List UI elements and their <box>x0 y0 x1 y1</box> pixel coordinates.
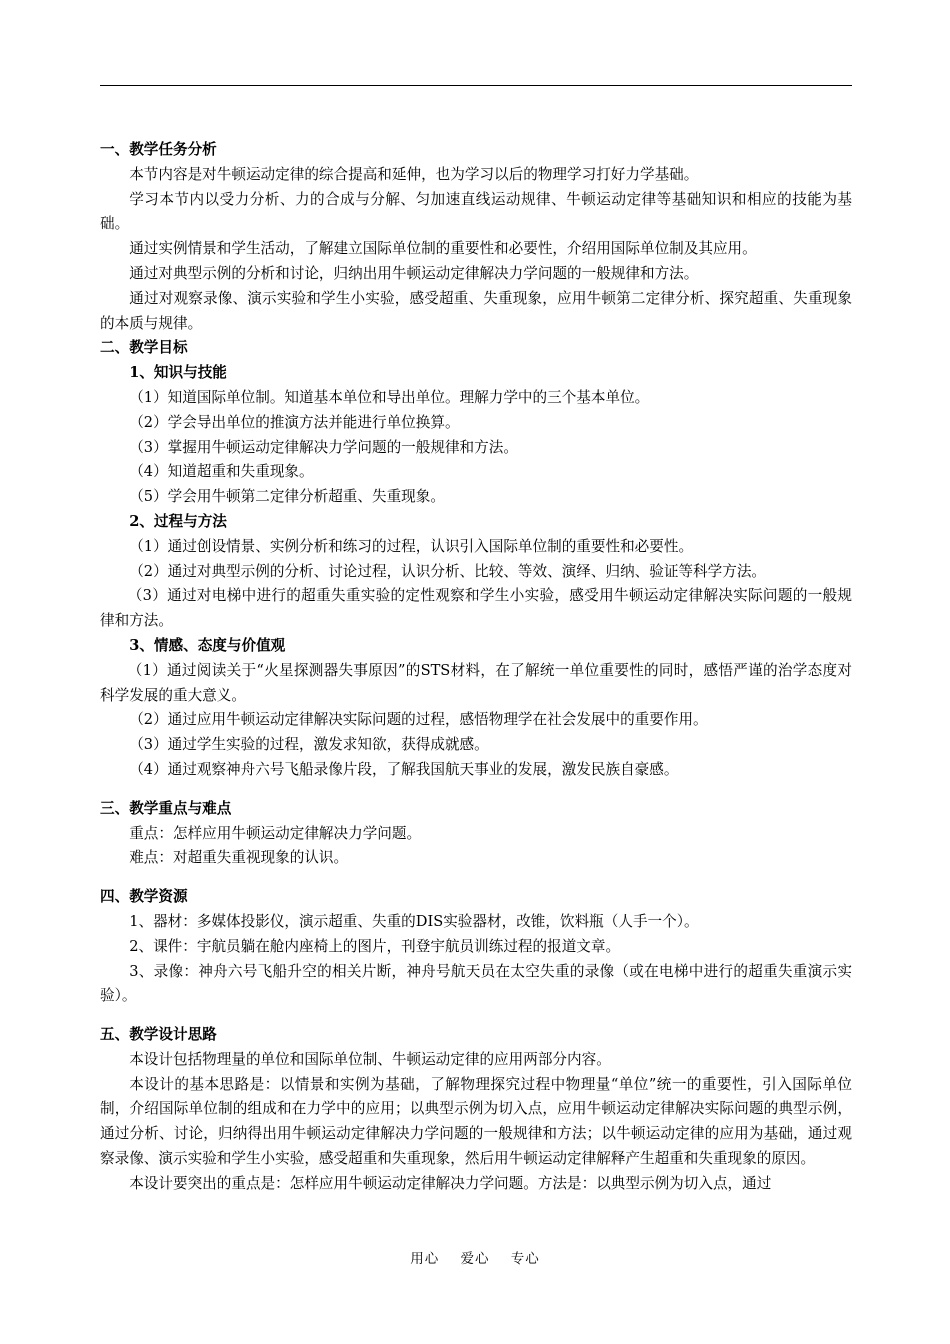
subsection-heading: 3、情感、态度与价值观 <box>129 636 286 654</box>
list-item: （2）学会导出单位的推演方法并能进行单位换算。 <box>129 413 460 431</box>
paragraph: 本设计的基本思路是：以情景和实例为基础，了解物理探究过程中物理量“单位”统一的重要性，引入国际单位制，介绍国际单位制的组成和在力学中的应用；以典型示例为切入点，应用牛顿运动定律解决实际问题的典型示例，通过分析、讨论，归纳得出用牛顿运动定律解决力学问题的一般规律和方法；以牛顿运动定律的应用为基础，通过观察录像、演示实验和学生小实验，感受超重和失重现象，然后用牛顿运动定律解释产生超重和失重现象的原因。 <box>100 1075 852 1168</box>
paragraph: 本节内容是对牛顿运动定律的综合提高和延伸，也为学习以后的物理学习打好力学基础。 <box>129 165 699 183</box>
paragraph: 2、课件：宇航员躺在舱内座椅上的图片，刊登宇航员训练过程的报道文章。 <box>129 937 621 955</box>
subsection-heading: 1、知识与技能 <box>129 364 227 382</box>
paragraph: 本设计要突出的重点是：怎样应用牛顿运动定律解决力学问题。方法是：以典型示例为切入点，通过 <box>129 1174 772 1192</box>
section-heading: 三、教学重点与难点 <box>100 799 232 817</box>
list-item: （1）知道国际单位制。知道基本单位和导出单位。理解力学中的三个基本单位。 <box>129 388 650 406</box>
paragraph: 学习本节内以受力分析、力的合成与分解、匀加速直线运动规律、牛顿运动定律等基础知识和相应的技能为基础。 <box>100 190 852 233</box>
list-item: （3）掌握用牛顿运动定律解决力学问题的一般规律和方法。 <box>129 438 518 456</box>
list-item: （5）学会用牛顿第二定律分析超重、失重现象。 <box>129 488 445 506</box>
section-heading: 四、教学资源 <box>100 888 188 906</box>
list-item: （3）通过对电梯中进行的超重失重实验的定性观察和学生小实验，感受用牛顿运动定律解决实际问题的一般规律和方法。 <box>100 587 852 630</box>
section-heading: 五、教学设计思路 <box>100 1026 217 1044</box>
page-footer: 用心 爱心 专心 <box>410 1251 540 1267</box>
section-heading: 二、教学目标 <box>100 339 188 357</box>
list-item: （1）通过阅读关于“火星探测器失事原因”的STS材料，在了解统一单位重要性的同时，感悟严谨的治学态度对科学发展的重大意义。 <box>100 661 852 704</box>
list-item: （2）通过对典型示例的分析、讨论过程，认识分析、比较、等效、演绎、归纳、验证等科学方法。 <box>129 562 767 580</box>
paragraph: 重点：怎样应用牛顿运动定律解决力学问题。 <box>129 824 422 842</box>
header-rule <box>100 85 852 86</box>
paragraph: 通过对典型示例的分析和讨论，归纳出用牛顿运动定律解决力学问题的一般规律和方法。 <box>129 264 699 282</box>
document-body <box>100 138 852 1197</box>
paragraph: 1、器材：多媒体投影仪，演示超重、失重的DIS实验器材，改锥，饮料瓶（人手一个）。 <box>129 912 699 930</box>
paragraph: 通过对观察录像、演示实验和学生小实验，感受超重、失重现象，应用牛顿第二定律分析、探究超重、失重现象的本质与规律。 <box>100 289 852 332</box>
list-item: （4）知道超重和失重现象。 <box>129 463 314 481</box>
list-item: （3）通过学生实验的过程，激发求知欲，获得成就感。 <box>129 736 489 754</box>
list-item: （2）通过应用牛顿运动定律解决实际问题的过程，感悟物理学在社会发展中的重要作用。 <box>129 711 708 729</box>
section-heading: 一、教学任务分析 <box>100 141 217 158</box>
paragraph: 本设计包括物理量的单位和国际单位制、牛顿运动定律的应用两部分内容。 <box>129 1050 611 1068</box>
list-item: （1）通过创设情景、实例分析和练习的过程，认识引入国际单位制的重要性和必要性。 <box>129 537 694 555</box>
subsection-heading: 2、过程与方法 <box>129 512 227 530</box>
paragraph: 3、录像：神舟六号飞船升空的相关片断，神舟号航天员在太空失重的录像（或在电梯中进行的超重失重演示实验）。 <box>100 962 852 1005</box>
paragraph: 难点：对超重失重视现象的认识。 <box>129 849 349 867</box>
paragraph: 通过实例情景和学生活动，了解建立国际单位制的重要性和必要性，介绍用国际单位制及其应用。 <box>129 240 757 258</box>
list-item: （4）通过观察神舟六号飞船录像片段，了解我国航天事业的发展，激发民族自豪感。 <box>129 760 679 778</box>
